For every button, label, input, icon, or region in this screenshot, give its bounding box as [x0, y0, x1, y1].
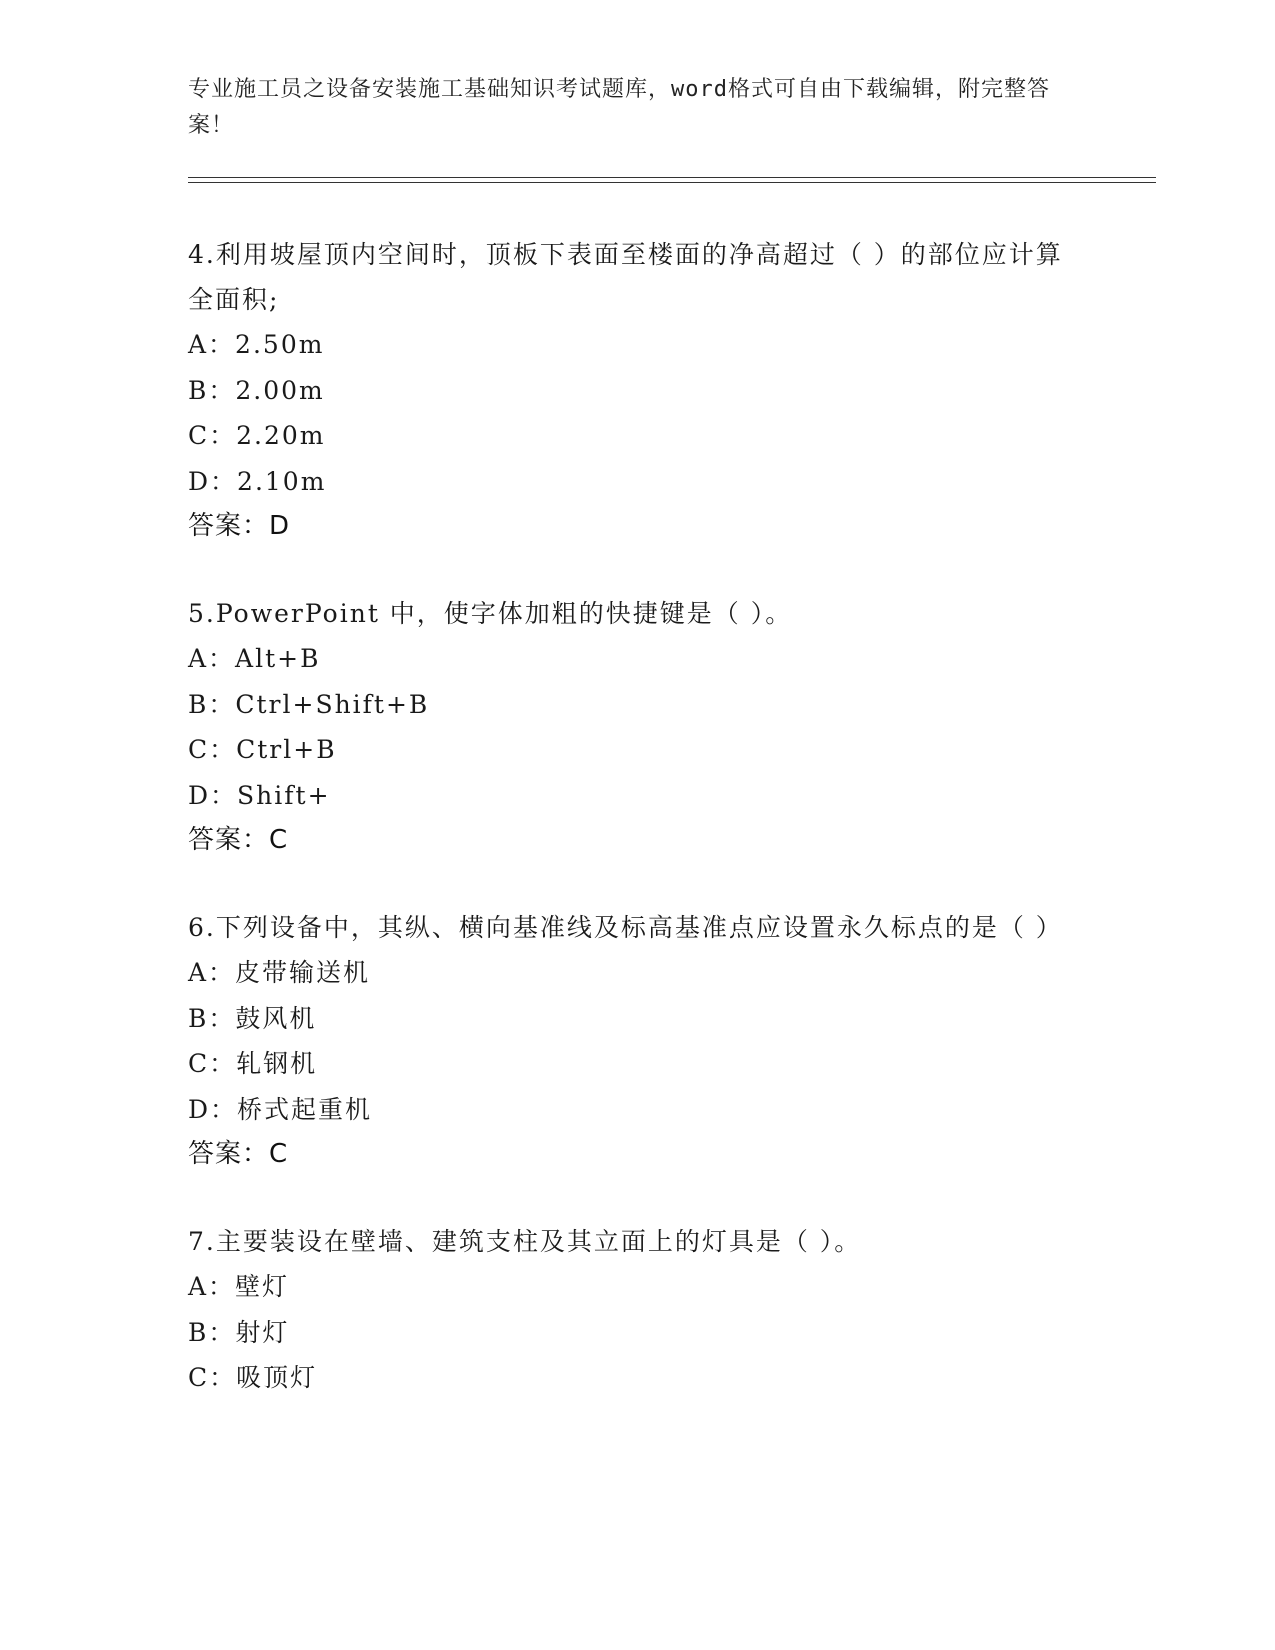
- question-stem: 5.PowerPoint 中，使字体加粗的快捷键是（ ）。: [188, 599, 793, 628]
- option-b: B：Ctrl+Shift+B: [188, 689, 430, 719]
- option-d: D：桥式起重机: [188, 1094, 373, 1124]
- option-d: D：2.10m: [188, 466, 327, 496]
- option-c: C：轧钢机: [188, 1049, 318, 1078]
- header-divider-line: [188, 177, 1156, 178]
- question-7: [188, 1219, 1088, 1401]
- option-d: D：Shift+: [188, 780, 331, 810]
- question-6: [188, 905, 1088, 1177]
- answer: 答案：D: [188, 511, 291, 541]
- header-divider-line-secondary: [188, 182, 1156, 183]
- question-4: [188, 232, 1088, 549]
- answer: 答案：C: [188, 825, 289, 855]
- question-5: [188, 591, 1088, 863]
- option-c: C：吸顶灯: [188, 1363, 318, 1392]
- question-stem: 4.利用坡屋顶内空间时，顶板下表面至楼面的净高超过（ ）的部位应计算全面积;: [188, 240, 1063, 314]
- option-c: C：2.20m: [188, 421, 326, 450]
- option-b: B：射灯: [188, 1317, 290, 1347]
- option-c: C：Ctrl+B: [188, 735, 337, 764]
- option-b: B：鼓风机: [188, 1003, 317, 1033]
- question-stem: 6.下列设备中，其纵、横向基准线及标高基准点应设置永久标点的是（ ）: [188, 913, 1063, 942]
- option-a: A：2.50m: [188, 330, 325, 359]
- question-stem: 7.主要装设在壁墙、建筑支柱及其立面上的灯具是（ ）。: [188, 1227, 862, 1256]
- option-a: A：Alt+B: [188, 644, 321, 673]
- question-list: [188, 232, 1088, 1443]
- option-a: A：皮带输送机: [188, 958, 371, 987]
- option-b: B：2.00m: [188, 375, 325, 405]
- answer: 答案：C: [188, 1139, 289, 1169]
- option-a: A：壁灯: [188, 1272, 290, 1301]
- document-header: 专业施工员之设备安装施工基础知识考试题库，word格式可自由下载编辑，附完整答案！: [188, 77, 1050, 138]
